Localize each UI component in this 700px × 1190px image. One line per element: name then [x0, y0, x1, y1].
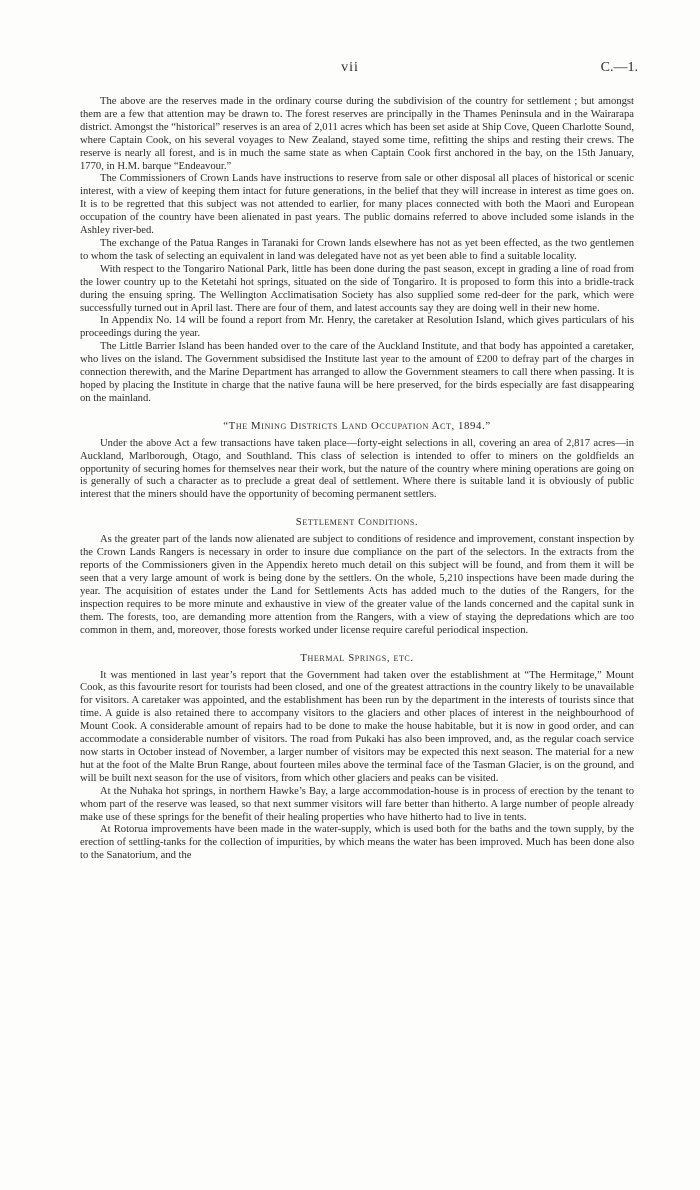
paragraph: The exchange of the Patua Ranges in Taranaki for Crown lands elsewhere has not as yet been effected, as the two gentlemen to whom the task of selecting an equivalent in land was delegated have not as yet been able to find a suitable locality.: [80, 237, 634, 262]
paragraph: Under the above Act a few transactions have taken place—forty-eight selections in all, covering an area of 2,817 acres—in Auckland, Marlborough, Otago, and Southland. This class of selection is intended to offer to miners on the goldfields an opportunity of securing homes for themselves near their work, but the nature of the country where mining operations are going on is generally of such a character as to preclude a great deal of settlement. Where there is suitable land it is obviously of public interest that the miners should have the opportunity of becoming permanent settlers.: [80, 437, 634, 501]
paragraph: The above are the reserves made in the ordinary course during the subdivision of the country for settlement ; but amongst them are a few that attention may be drawn to. The forest reserves are principally in the Thames Peninsula and in the Wairarapa district. Amongst the “historical” reserves is an area of 2,011 acres which has been set aside at Ship Cove, Queen Charlotte Sound, where Captain Cook, on his several voyages to New Zealand, stayed some time, refitting the ships and resting their crews. The reserve is nearly all forest, and is in much the same state as when Captain Cook first anchored in the bay, on the 15th January, 1770, in H.M. barque “Endeavour.”: [80, 96, 634, 172]
section-heading-mining-act: “The Mining Districts Land Occupation Act, 1894.”: [223, 419, 491, 432]
paragraph: As the greater part of the lands now alienated are subject to conditions of residence and improvement, constant inspection by the Crown Lands Rangers is necessary in order to insure due compliance on the part of the selectors. In the extracts from the reports of the Commissioners given in the Appendix hereto much detail on this subject will be found, and from them it will be seen that a very large amount of work is being done by the settlers. On the whole, 5,210 inspections have been made during the year. The acquisition of estates under the Land for Settlements Acts has added much to the duties of the Rangers, for the inspection requires to be more minute and exhaustive in view of the greater value of the lands concerned and the capital sunk in them. The forests, too, are demanding more attention from the Rangers, with a view of staying the depredations which are too common in them, and, moreover, those forests worked under license require careful periodical inspection.: [80, 534, 634, 636]
paragraph: With respect to the Tongariro National Park, little has been done during the past season, except in grading a line of road from the lower country up to the Ketetahi hot springs, situated on the side of Tongariro. It is proposed to form this into a bridle-track during the ensuing spring. The Wellington Acclimatisation Society has also supplied some red-deer for the park, which were successfully turned out in April last. There are four of them, and latest accounts say they are doing well in their new home.: [80, 263, 634, 314]
paragraph: The Commissioners of Crown Lands have instructions to reserve from sale or other disposal all places of historical or scenic interest, with a view of keeping them intact for future generations, in the belief that they will increase in interest as time goes on. It is to be regretted that this subject was not attended to earlier, for many places connected with both the Maori and European occupation of the country have been alienated in past years. The public domains referred to above included some islands in the Ashley river-bed.: [80, 173, 634, 237]
paragraph: At the Nuhaka hot springs, in northern Hawke’s Bay, a large accommodation-house is in process of erection by the tenant to whom part of the reserve was leased, so that next summer visitors will fare better than hitherto. A large number of people already make use of these springs for the benefit of their healing properties who have hitherto had to live in tents.: [80, 785, 634, 823]
document-body: [80, 96, 634, 863]
section-heading-thermal-springs: Thermal Springs, etc.: [300, 651, 414, 664]
paragraph: It was mentioned in last year’s report that the Government had taken over the establishment at “The Hermitage,” Mount Cook, as this favourite resort for tourists had been closed, and one of the greatest attractions in the country likely to be unavailable for visitors. A caretaker was appointed, and the establishment has been run by the department in the interests of tourists since that time. A guide is also retained there to accompany visitors to the glaciers and other places of interest in the neighbourhood of Mount Cook. A considerable amount of repairs had to be done to make the house habitable, but it is now in good order, and can accommodate a considerable number of visitors. The road from Pukaki has also been improved, and, as the regular coach service now starts in October instead of November, a larger number of visitors may be expected this next season. The material for a new hut at the foot of the Malte Brun Range, about fourteen miles above the terminal face of the Tasman Glacier, is on the ground, and will be built next season for the use of visitors, from which other glaciers and peaks can be visited.: [80, 669, 634, 784]
document-reference: C.—1.: [600, 60, 638, 75]
paragraph: The Little Barrier Island has been handed over to the care of the Auckland Institute, and that body has appointed a caretaker, who lives on the island. The Government subsidised the Institute last year to the amount of £200 to defray part of the charges in connection therewith, and the Marine Department has arranged to allow the Government steamers to call there when passing. It is hoped by placing the Institute in charge that the native fauna will be here preserved, for the birds especially are fast disappearing on the mainland.: [80, 341, 634, 404]
paragraph: In Appendix No. 14 will be found a report from Mr. Henry, the caretaker at Resolution Island, which gives particulars of his proceedings during the year.: [80, 315, 634, 340]
page-number: vii: [341, 60, 359, 75]
page-header: [0, 60, 700, 80]
section-heading-settlement-conditions: Settlement Conditions.: [295, 516, 419, 529]
paragraph: At Rotorua improvements have been made in the water-supply, which is used both for the baths and the town supply, by the erection of settling-tanks for the collection of impurities, by which means the water has been improved. Much has been done also to the Sanatorium, and the: [80, 824, 634, 862]
